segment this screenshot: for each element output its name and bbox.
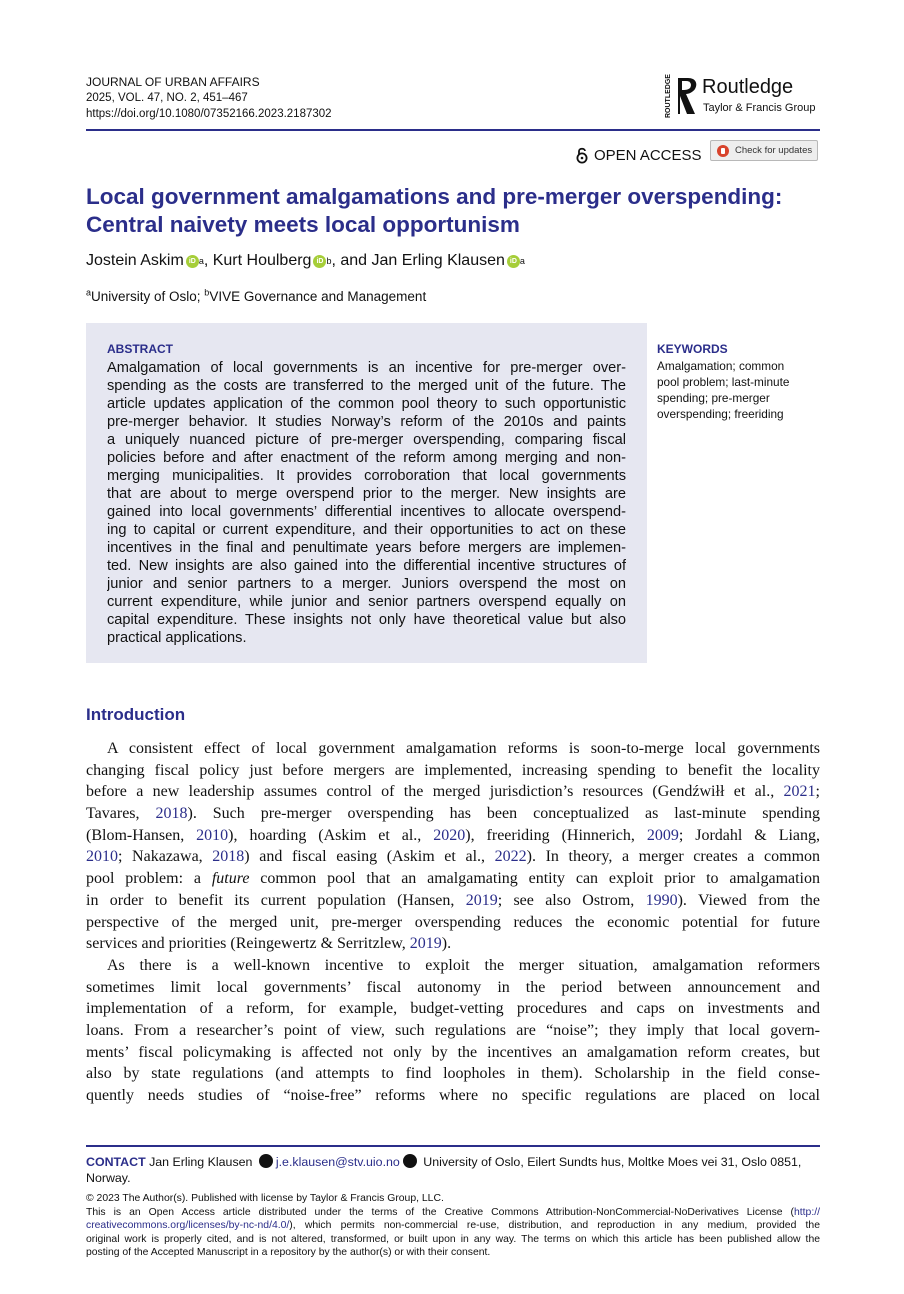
body-line: also by state regulations (and attempts to find loopholes in them). Scholarship in the field conse-: [86, 1065, 820, 1083]
author-list: Jostein Askim iD a , Kurt Houlberg iD b , and Jan Erling Klausen iD a: [86, 252, 525, 269]
citation-link[interactable]: 2009: [646, 826, 679, 844]
body-text: ) and fiscal easing (Askim et al.,: [244, 848, 495, 866]
svg-text:ROUTLEDGE: ROUTLEDGE: [665, 74, 672, 118]
affil-sup: a: [86, 287, 92, 298]
affil-b: VIVE Governance and Management: [209, 289, 427, 304]
abstract-heading: ABSTRACT: [107, 342, 173, 356]
body-line: sometimes limit local governments’ fiscal autonomy in the period between announcement and: [86, 978, 820, 996]
citation-link[interactable]: 2010: [86, 848, 118, 866]
body-text: in order to benefit its current population (Hansen,: [86, 891, 466, 909]
body-text: ). Such pre-merger overspending has been conceptualized as last-minute spending: [187, 805, 820, 823]
keywords-line: overspending; freeriding: [657, 407, 784, 421]
body-line: [86, 760, 820, 782]
body-text: (Blom-Hansen,: [86, 826, 197, 844]
author-separator: ,: [203, 252, 213, 269]
email-icon: [259, 1154, 273, 1168]
abstract-line: spending as the costs are transferred to the merged unit of the future. The: [107, 378, 626, 394]
body-text: pool problem: a: [86, 870, 212, 888]
body-text: ), hoarding (Askim et al.,: [228, 826, 434, 844]
check-updates-icon: [717, 145, 729, 157]
body-line: [86, 803, 820, 825]
body-text: ), freeriding (Hinnerich,: [465, 826, 647, 844]
abstract-text: [107, 359, 626, 647]
abstract-line: current expenditure, while junior and senior partners overspend equally on: [107, 594, 626, 610]
body-line: loans. From a researcher’s point of view, such regulations are “noise”; they imply that local govern-: [86, 1021, 820, 1039]
abstract-line: Amalgamation of local governments is an incentive for pre-merger over-: [107, 360, 626, 376]
license-link[interactable]: creativecommons.org/licenses/by-nc-nd/4.0/: [86, 1220, 290, 1231]
author-name[interactable]: Jostein Askim: [86, 252, 184, 269]
abstract-line: a uniquely nuanced picture of pre-merger overspending, comparing fiscal: [107, 432, 626, 448]
journal-doi[interactable]: https://doi.org/10.1080/07352166.2023.2187302: [86, 108, 332, 120]
affiliations: [86, 289, 426, 304]
affil-a: University of Oslo;: [91, 289, 205, 304]
footer-rule: [86, 1145, 820, 1147]
license-line: [86, 1206, 820, 1220]
body-line: [86, 933, 820, 955]
body-text: services and priorities (Reingewertz & Serritzlew,: [86, 935, 410, 953]
abstract-line: capital expenditure. These insights not only have theoretical value but also: [107, 612, 626, 628]
body-line: As there is a well-known incentive to exploit the merger situation, amalgamation reformers: [107, 956, 820, 974]
open-lock-icon: [576, 146, 588, 164]
citation-link[interactable]: 2010: [196, 826, 229, 844]
keywords-line: spending; pre-merger: [657, 391, 770, 405]
affil-sup: b: [204, 287, 210, 298]
routledge-vertical-text: [662, 74, 672, 118]
check-updates-label: Check for updates: [735, 145, 813, 156]
journal-info: [86, 74, 332, 122]
body-line: [86, 738, 820, 760]
citation-link[interactable]: 2019: [465, 891, 498, 909]
contact-address-2: Norway.: [86, 1171, 131, 1185]
author-name[interactable]: Kurt Houlberg: [212, 252, 312, 269]
journal-issue: 2025, VOL. 47, NO. 2, 451–467: [86, 92, 248, 104]
body-line: quently needs studies of “noise-free” reforms where no specific regulations are placed on local: [86, 1087, 820, 1104]
body-line: [86, 846, 820, 868]
body-line: [86, 868, 820, 890]
abstract-line: gained into local governments’ differential incentives to allocate overspend-: [107, 504, 626, 520]
section-heading-introduction: Introduction: [86, 705, 186, 724]
keywords-list: [657, 358, 789, 422]
abstract-line: that are about to merge overspend prior to the merger. New insights are: [107, 486, 626, 502]
keywords-line: Amalgamation; common: [657, 359, 785, 373]
open-access-badge: [576, 145, 702, 165]
abstract-line: junior and senior partners to a merger. Juniors overspend the most on: [107, 576, 626, 592]
article-title: [86, 183, 826, 239]
abstract-line: ted. New insights are also gained into the differential incentive structures of: [107, 558, 626, 574]
copyright-line: © 2023 The Author(s). Published with license by Taylor & Francis Group, LLC.: [86, 1193, 444, 1204]
abstract-line: article updates application of the common pool theory to such opportunistic: [107, 396, 626, 412]
body-text: perspective of the merged unit, pre-merger overspending reduces the economic potential for future: [86, 913, 820, 931]
license-notice: [86, 1192, 820, 1260]
abstract-line: pre-merger behavior. It studies Norway’s reform of the 2010s and paints: [107, 414, 626, 430]
body-text: common pool that an amalgamating entity can exploit prior to amalgamation: [249, 870, 820, 888]
contact-label: CONTACT: [86, 1155, 146, 1169]
citation-link[interactable]: 2021: [783, 783, 816, 801]
paragraph-2: [86, 955, 820, 1107]
body-text: ; Nakazawa,: [118, 848, 213, 866]
abstract-line: practical applications.: [107, 630, 247, 646]
body-line: implementation of a reform, for example, budget-vetting procedures and caps on investments and: [86, 1000, 820, 1018]
body-line: [86, 912, 820, 934]
paragraph-1: [86, 738, 820, 955]
body-line: [86, 781, 820, 803]
citation-link[interactable]: 1990: [645, 891, 678, 909]
keywords-line: pool problem; last-minute: [657, 375, 790, 389]
body-text: ).: [441, 935, 452, 953]
author-name[interactable]: Jan Erling Klausen: [371, 252, 505, 269]
license-link[interactable]: http://: [794, 1206, 820, 1218]
publisher-logo: [662, 74, 822, 120]
contact-email-link[interactable]: j.e.klausen@stv.uio.no: [275, 1155, 400, 1169]
body-text: changing fiscal policy just before mergers are implemented, increasing spending to benefit the locality: [86, 761, 820, 779]
body-line: [86, 890, 820, 912]
orcid-icon[interactable]: iD: [186, 255, 199, 268]
license-line: posting of the Accepted Manuscript in a repository by the author(s) or with their consent.: [86, 1247, 491, 1258]
orcid-icon[interactable]: iD: [313, 255, 326, 268]
body-text: ). Viewed from the: [677, 891, 820, 909]
orcid-icon[interactable]: iD: [507, 255, 520, 268]
open-access-label: OPEN ACCESS: [594, 146, 702, 164]
title-line: Central naivety meets local opportunism: [86, 212, 520, 237]
license-text: This is an Open Access article distributed under the terms of the Creative Commons Attribution-NonCommercial-NoDerivatives License (: [86, 1206, 794, 1218]
author-separator: , and: [331, 252, 372, 269]
contact-name: Jan Erling Klausen: [145, 1155, 256, 1169]
citation-link[interactable]: 2018: [212, 848, 245, 866]
body-line: ments’ fiscal policymaking is affected not only by the incentives an amalgamation reform creates, but: [86, 1043, 820, 1061]
body-text: ; Jordahl & Liang,: [678, 826, 820, 844]
citation-link[interactable]: 2018: [155, 805, 188, 823]
title-line: Local government amalgamations and pre-merger overspending:: [86, 184, 783, 209]
license-text: ), which permits non-commercial re-use, distribution, and reproduction in any medium, provided the: [289, 1220, 820, 1231]
publisher-name: Routledge: [702, 76, 794, 98]
check-for-updates-button[interactable]: [710, 140, 818, 161]
header-rule: [86, 129, 820, 131]
body-text: Tavares,: [86, 805, 156, 823]
body-text: ;: [815, 783, 820, 801]
introduction-body: [86, 738, 820, 1107]
license-line: original work is properly cited, and is not altered, transformed, or built upon in any way. The terms on which this article has been published allow the: [86, 1233, 820, 1245]
citation-link[interactable]: 2020: [433, 826, 466, 844]
abstract-line: merging municipalities. It provides corroboration that local governments: [107, 468, 626, 484]
body-text: before a new leadership assumes control of the merged jurisdiction’s resources (Gendźwiłł et al.,: [86, 783, 784, 801]
abstract-line: ing to capital or current expenditure, and their opportunities to act on these: [107, 522, 626, 538]
keywords-heading: KEYWORDS: [657, 342, 728, 356]
body-text: ; see also Ostrom,: [497, 891, 646, 909]
journal-name: JOURNAL OF URBAN AFFAIRS: [86, 75, 260, 89]
citation-link[interactable]: 2019: [409, 935, 442, 953]
body-text: A consistent effect of local government amalgamation reforms is soon-to-merge local governments: [107, 740, 820, 757]
body-line: [86, 825, 820, 847]
abstract-line: incentives in the final and penultimate years before mergers are implemen-: [107, 540, 626, 556]
citation-link[interactable]: 2022: [494, 848, 527, 866]
address-icon: [403, 1154, 417, 1168]
publisher-group: Taylor & Francis Group: [703, 102, 816, 114]
emphasis-text: future: [211, 870, 250, 888]
license-line: [86, 1219, 820, 1233]
abstract-line: policies before and after enactment of the reform among merging and non-: [107, 450, 626, 466]
contact-info: [86, 1154, 820, 1186]
contact-address: University of Oslo, Eilert Sundts hus, Moltke Moes vei 31, Oslo 0851,: [419, 1155, 802, 1169]
routledge-r-icon: [674, 76, 700, 118]
body-text: ). In theory, a merger creates a common: [526, 848, 820, 866]
